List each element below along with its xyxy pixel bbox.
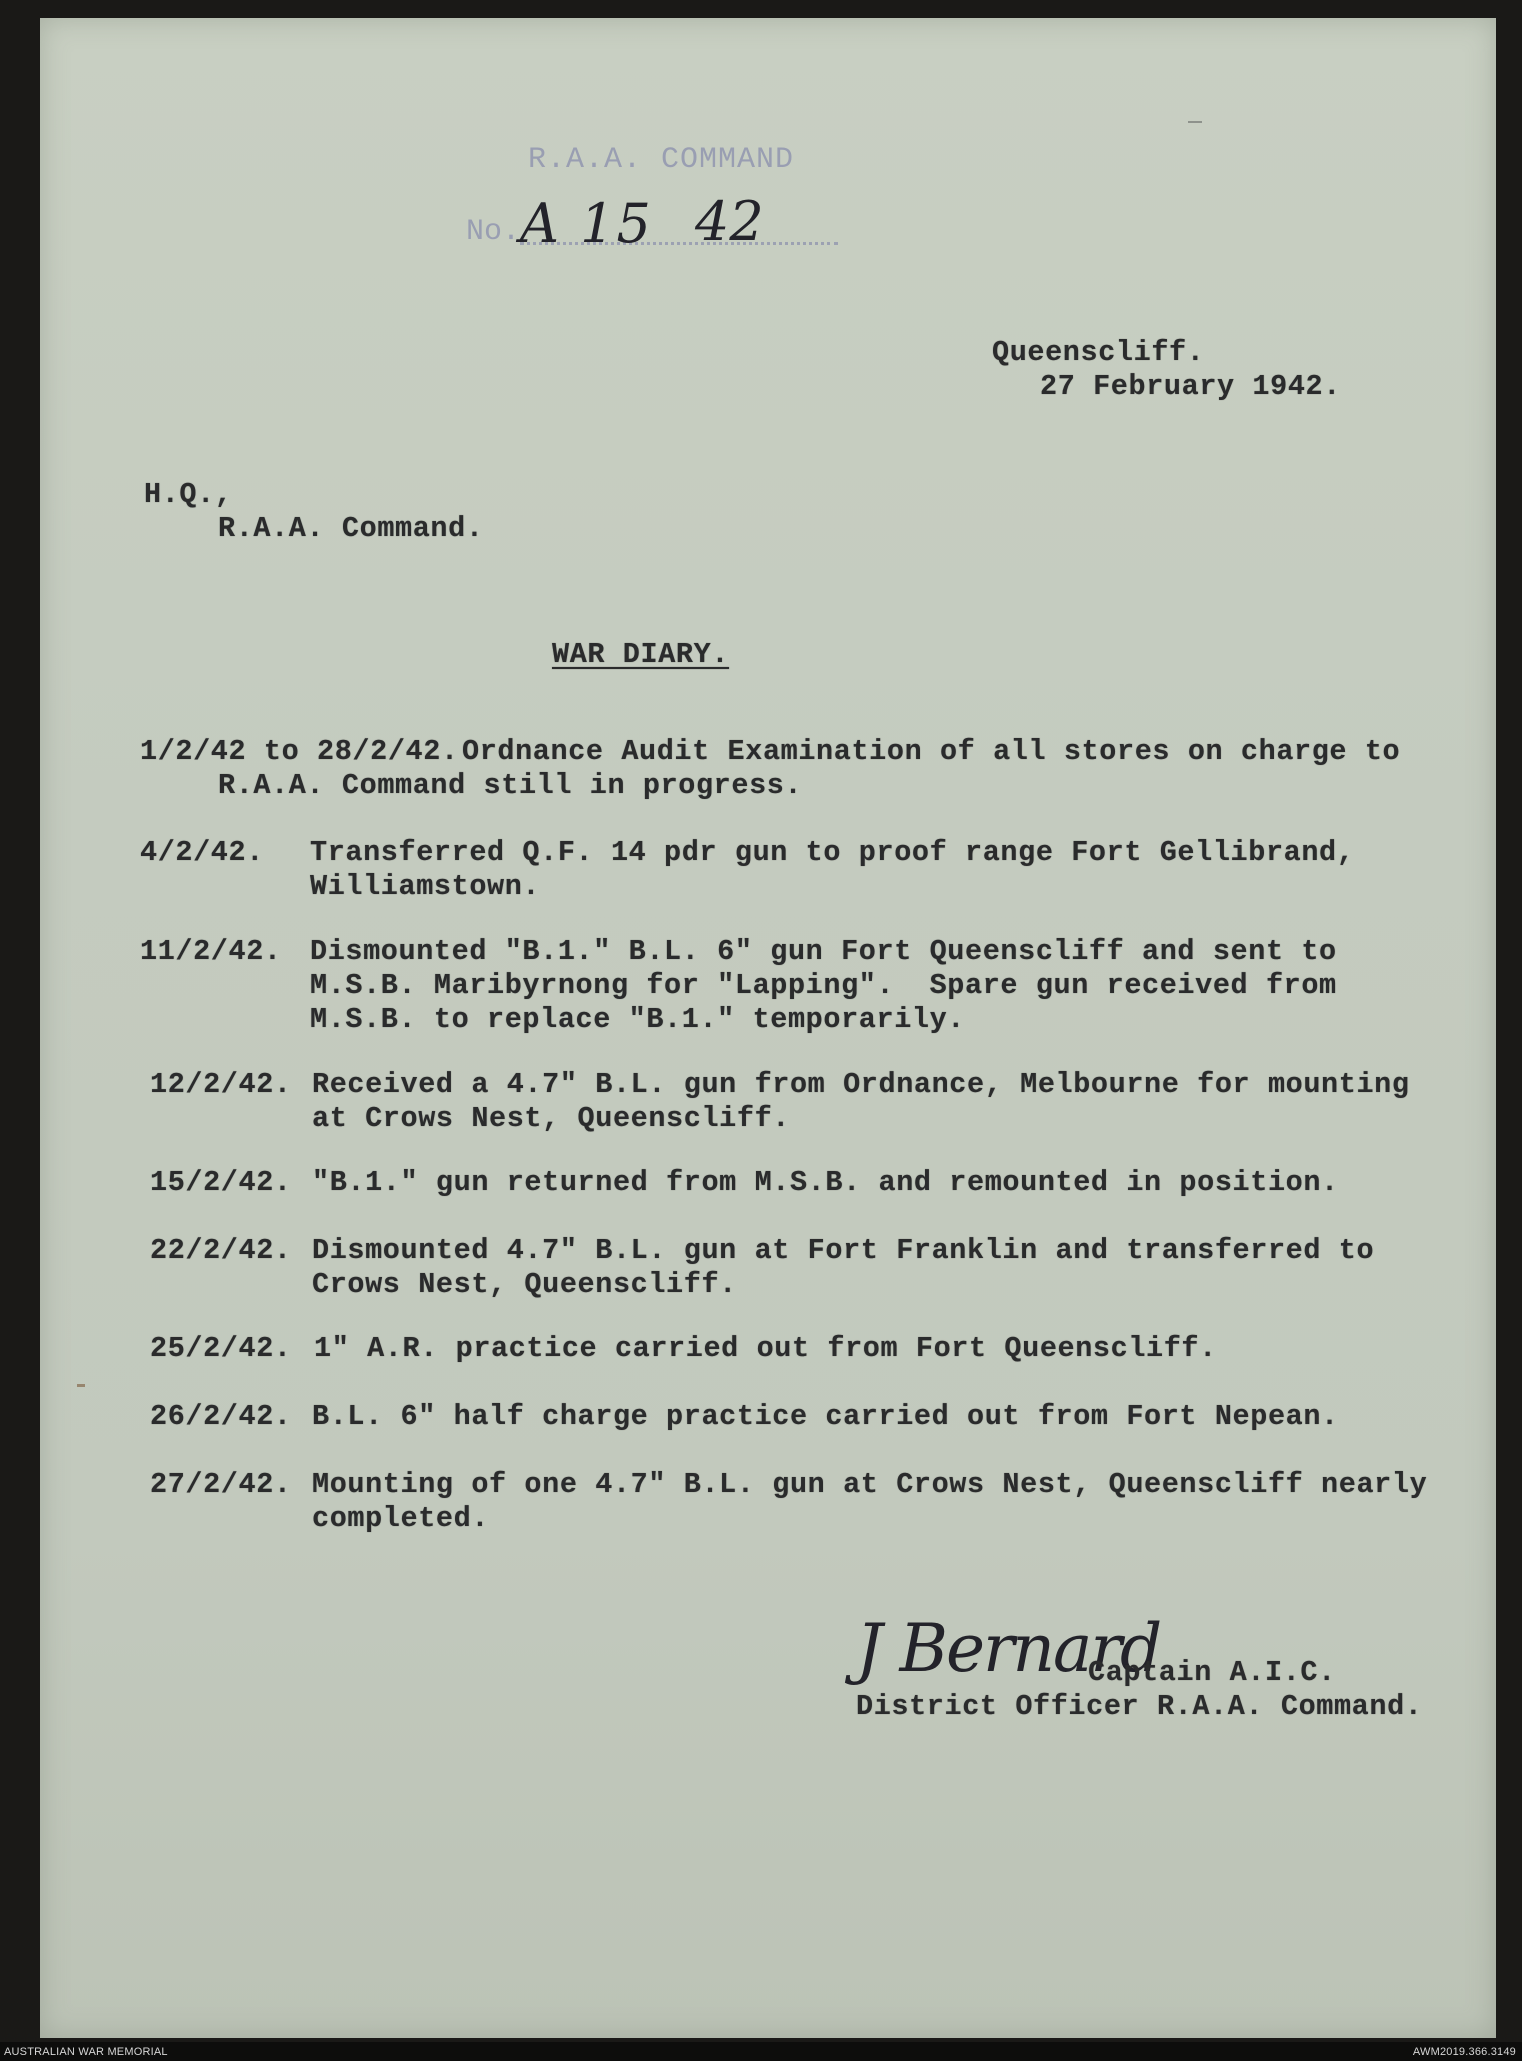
entry-text: Dismounted 4.7" B.L. gun at Fort Franklin and transferred to [312,1234,1375,1267]
entry-text-cont: R.A.A. Command still in progress. [218,769,803,802]
page-title: WAR DIARY. [552,638,730,671]
entry-date: 25/2/42. [150,1332,292,1365]
addressee-line-2: R.A.A. Command. [218,512,484,545]
entry-date: 12/2/42. [150,1068,292,1101]
entry-text: Received a 4.7" B.L. gun from Ordnance, Melbourne for mounting [312,1068,1410,1101]
stamp-number-label: No. [466,215,521,249]
place-line: Queenscliff. [992,336,1205,369]
entry-text-cont: Crows Nest, Queenscliff. [312,1268,737,1301]
signature-title: District Officer R.A.A. Command. [856,1690,1423,1723]
entry-date: 27/2/42. [150,1468,292,1501]
signature: J Bernard [856,1610,1161,1687]
entry-text-cont: M.S.B. Maribyrnong for "Lapping". Spare gun received from [310,969,1337,1002]
entry-text: "B.1." gun returned from M.S.B. and remounted in position. [312,1166,1339,1199]
footer-accession-number: AWM2019.366.3149 [1412,2046,1516,2058]
entry-date: 1/2/42 to 28/2/42. [140,735,459,768]
corner-mark [1188,121,1202,123]
entry-text: Mounting of one 4.7" B.L. gun at Crows Nest, Queenscliff nearly [312,1468,1428,1501]
entry-text-cont: completed. [312,1502,490,1535]
entry-text: Transferred Q.F. 14 pdr gun to proof range Fort Gellibrand, [310,836,1355,869]
footer-bar [0,2042,1522,2061]
entry-date: 11/2/42. [140,935,282,968]
date-line: 27 February 1942. [1040,370,1341,403]
footer-credit: AUSTRALIAN WAR MEMORIAL [4,2046,168,2058]
entry-text: B.L. 6" half charge practice carried out from Fort Nepean. [312,1400,1339,1433]
entry-date: 15/2/42. [150,1166,292,1199]
entry-text-cont: at Crows Nest, Queenscliff. [312,1102,790,1135]
addressee-line-1: H.Q., [144,478,233,511]
entry-text: 1" A.R. practice carried out from Fort Queenscliff. [314,1332,1217,1365]
entry-text: Dismounted "B.1." B.L. 6" gun Fort Queenscliff and sent to [310,935,1337,968]
entry-date: 4/2/42. [140,836,264,869]
entry-text-cont: Williamstown. [310,870,541,903]
stamp-year-value: 42 [695,190,764,253]
entry-date: 26/2/42. [150,1400,292,1433]
stamp-number-value: A 15 [520,192,653,255]
entry-text-cont: M.S.B. to replace "B.1." temporarily. [310,1003,966,1036]
entry-text: Ordnance Audit Examination of all stores on charge to [462,735,1401,768]
stamp-office: R.A.A. COMMAND [528,143,795,177]
entry-date: 22/2/42. [150,1234,292,1267]
margin-mark [77,1384,85,1387]
signature-rank: Captain A.I.C. [1088,1656,1336,1689]
